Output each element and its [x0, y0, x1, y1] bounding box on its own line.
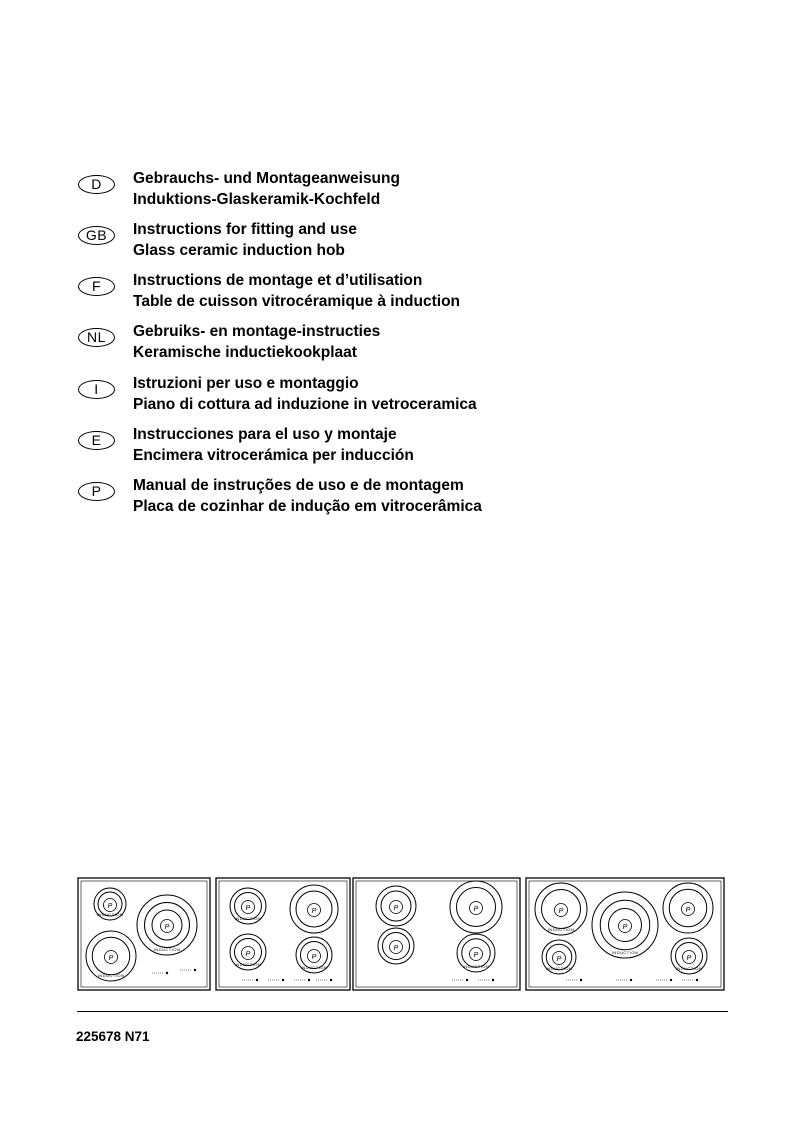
lang-badge: I [78, 380, 115, 399]
control-dot [166, 972, 168, 974]
hob-outline [353, 878, 520, 990]
lang-badge: NL [78, 328, 115, 347]
induction-label: INDUCTION [234, 916, 262, 921]
zone-letter: P [245, 905, 251, 912]
doc-subtitle: Glass ceramic induction hob [133, 242, 345, 259]
induction-label: INDUCTION [96, 912, 124, 917]
zone-letter: P [473, 952, 479, 959]
induction-label: INDUCTION [547, 927, 575, 932]
control-dot [580, 979, 582, 981]
zone-letter: P [311, 954, 317, 961]
zone-letter: P [686, 955, 692, 962]
control-dot [308, 979, 310, 981]
zone-letter: P [311, 908, 317, 915]
doc-title: Gebrauchs- und Montageanweisung [133, 170, 400, 187]
zone-letter: P [556, 956, 562, 963]
zone-letter: P [107, 903, 113, 910]
zone-letter: P [473, 906, 479, 913]
control-dot [256, 979, 258, 981]
hob-outline [216, 878, 350, 990]
doc-title: Istruzioni per uso e montaggio [133, 375, 359, 392]
zone-letter: P [393, 905, 399, 912]
lang-badge: D [78, 175, 115, 194]
lang-badge: GB [78, 226, 115, 245]
induction-label: INDUCTION [462, 964, 490, 969]
control-dot [194, 969, 196, 971]
control-dot [282, 979, 284, 981]
doc-subtitle: Placa de cozinhar de indução em vitrocerâmica [133, 498, 482, 515]
doc-subtitle: Encimera vitrocerámica per inducción [133, 447, 414, 464]
zone-letter: P [164, 924, 170, 931]
doc-subtitle: Induktions-Glaskeramik-Kochfeld [133, 191, 381, 208]
doc-title: Instructions de montage et d’utilisation [133, 272, 423, 289]
control-dot [492, 979, 494, 981]
zone-letter: P [558, 908, 564, 915]
control-dot [630, 979, 632, 981]
document-number: 225678 N71 [76, 1029, 150, 1044]
lang-badge: E [78, 431, 115, 450]
divider [77, 1011, 728, 1012]
induction-label: INDUCTION [97, 973, 125, 978]
control-dot [670, 979, 672, 981]
doc-subtitle: Keramische inductiekookplaat [133, 344, 357, 361]
zone-letter: P [245, 951, 251, 958]
control-dot [466, 979, 468, 981]
induction-label: INDUCTION [611, 950, 639, 955]
induction-label: INDUCTION [153, 947, 181, 952]
induction-label: INDUCTION [545, 966, 573, 971]
induction-label: INDUCTION [675, 966, 703, 971]
control-dot [330, 979, 332, 981]
control-dot [696, 979, 698, 981]
doc-title: Instrucciones para el uso y montaje [133, 426, 397, 443]
doc-subtitle: Piano di cottura ad induzione in vetroceramica [133, 396, 477, 413]
lang-badge: F [78, 277, 115, 296]
zone-letter: P [685, 907, 691, 914]
doc-title: Manual de instruções de uso e de montagem [133, 477, 464, 494]
doc-subtitle: Table de cuisson vitrocéramique à induction [133, 293, 461, 310]
doc-title: Gebruiks- en montage-instructies [133, 323, 381, 340]
zone-letter: P [393, 945, 399, 952]
lang-badge: P [78, 482, 115, 501]
zone-letter: P [108, 955, 114, 962]
induction-label: INDUCTION [234, 962, 262, 967]
doc-title: Instructions for fitting and use [133, 221, 357, 238]
induction-label: INDUCTION [300, 965, 328, 970]
zone-letter: P [622, 924, 628, 931]
